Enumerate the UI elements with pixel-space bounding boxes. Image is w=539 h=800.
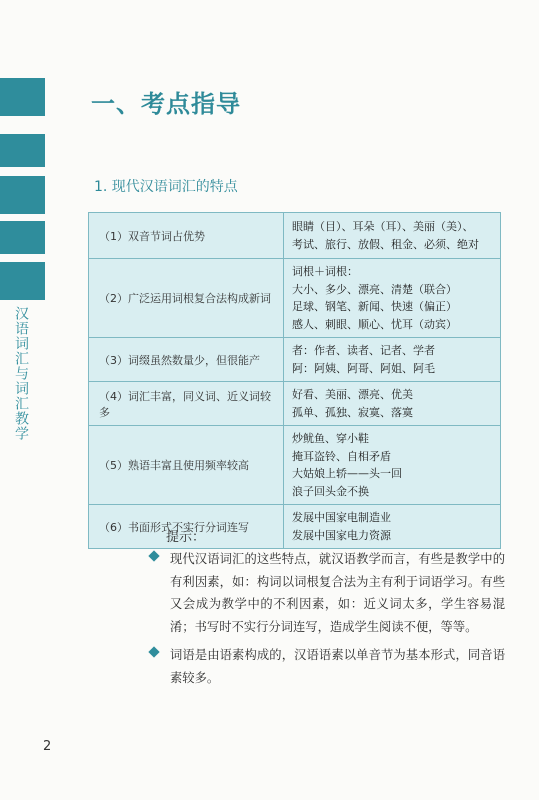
example-line: 炒鱿鱼、穿小鞋: [292, 432, 369, 445]
example-line: 孤单、孤独、寂寞、落寞: [292, 405, 413, 419]
table-row: [89, 338, 501, 382]
example-line: 好看、美丽、漂亮、优美: [292, 388, 413, 401]
diamond-bullet-icon: [148, 550, 159, 561]
table-row: [89, 382, 501, 426]
tips-label: 提示：: [166, 530, 206, 545]
example-line: 眼睛（目）、耳朵（耳）、美丽（美）、: [292, 220, 474, 233]
example-line: 者：作者、读者、记者、学者: [292, 344, 435, 357]
example-line: 足球、钢笔、新闻、快速（偏正）: [292, 300, 457, 313]
example-line: 阿：阿姨、阿哥、阿姐、阿毛: [292, 361, 435, 375]
feature-cell: （3）词缀虽然数量少，但很能产: [89, 338, 284, 382]
feature-cell: （5）熟语丰富且使用频率较高: [89, 426, 284, 505]
example-cell: [284, 213, 501, 259]
example-line: 掩耳盗铃、自相矛盾: [292, 449, 391, 463]
example-line: 发展中国家电力资源: [292, 528, 391, 542]
vocabulary-features-table: [88, 212, 501, 549]
example-line: 大小、多少、漂亮、清楚（联合）: [292, 282, 457, 296]
page-number: 2: [43, 739, 52, 754]
chapter-tab-marker: [0, 221, 45, 254]
diamond-bullet-icon: [148, 646, 159, 657]
section-title: 一、考点指导: [91, 90, 241, 118]
side-chapter-title: 汉语词汇与词汇教学: [13, 306, 29, 441]
example-line: 考试、旅行、放假、租金、必须、绝对: [292, 237, 479, 251]
example-cell: [284, 505, 501, 549]
tip-text: 现代汉语词汇的这些特点，就汉语教学而言，有些是教学中的有利因素，如：构词以词根复合法为主有利于词语学习。有些又会成为教学中的不利因素，如：近义词太多，学生容易混淆；书写时不实行分词连写，造成学生阅读不便，等等。: [170, 552, 505, 634]
example-line: 浪子回头金不换: [292, 484, 369, 498]
tip-text: 词语是由语素构成的，汉语语素以单音节为基本形式，同音语素较多。: [170, 648, 505, 685]
example-line: 发展中国家电制造业: [292, 511, 391, 524]
example-cell: [284, 426, 501, 505]
chapter-tab-marker: [0, 262, 45, 300]
tip-item: [150, 548, 505, 638]
table-row: [89, 505, 501, 549]
feature-cell: （2）广泛运用词根复合法构成新词: [89, 259, 284, 338]
example-cell: [284, 382, 501, 426]
example-line: 感人、刺眼、顺心、忧耳（动宾）: [292, 317, 457, 331]
table-row: [89, 259, 501, 338]
chapter-tab-marker: [0, 134, 45, 167]
example-line: 词根＋词根：: [292, 265, 358, 278]
table-row: [89, 213, 501, 259]
example-line: 大姑娘上轿——头一回: [292, 467, 402, 480]
subsection-title: 1. 现代汉语词汇的特点: [94, 179, 238, 195]
example-cell: [284, 338, 501, 382]
table-row: [89, 426, 501, 505]
tip-item: [150, 644, 505, 689]
example-cell: [284, 259, 501, 338]
feature-cell: （1）双音节词占优势: [89, 213, 284, 259]
chapter-tab-marker: [0, 78, 45, 116]
chapter-tab-marker: [0, 176, 45, 214]
feature-cell: （6）书面形式不实行分词连写: [89, 505, 284, 549]
feature-cell: （4）词汇丰富，同义词、近义词较多: [89, 382, 284, 426]
